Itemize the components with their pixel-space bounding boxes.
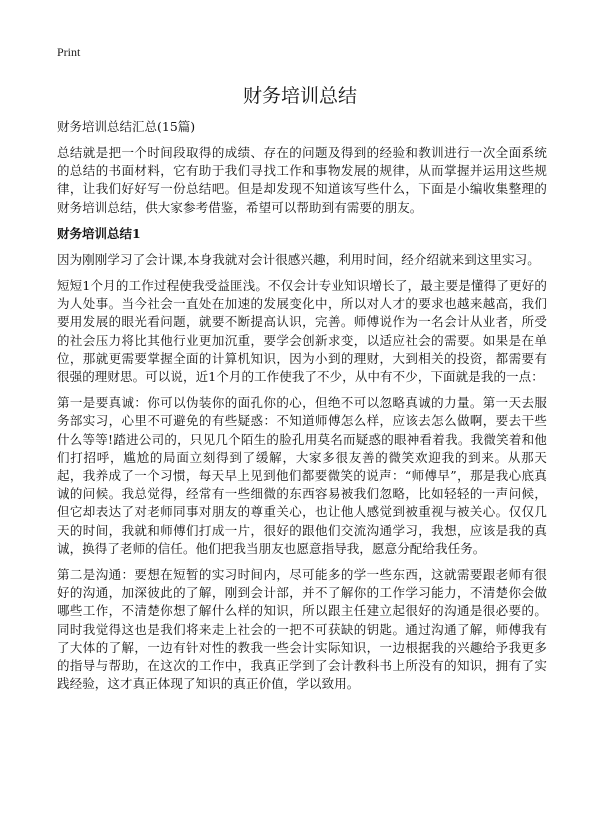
section-heading: 财务培训总结1 [57,225,141,241]
body-paragraph: 第一是要真诚：你可以伪装你的面孔你的心，但绝不可以忽略真诚的力量。第一天去服务部实习，心里不可避免的有些疑惑：不知道师傅怎么样，应该去怎么做啊，要去干些什么等等!踏进公司的，只见几个陌生的脸孔用莫名而疑惑的眼神看着我。我微笑着和他们打招呼，尴尬的局面立刻得到了缓解，大家多很友善的微笑欢迎我的到来。从那天起，我养成了一个习惯，每天早上见到他们都要微笑的说声：“师傅早”，那是我心底真诚的问候。我总觉得，经常有一些细微的东西容易被我们忽略，比如轻轻的一声问候，但它却表达了对老师同事对朋友的尊重关心，也让他人感觉到被重视与被关心。仅仅几天的时间，我就和师傅们打成一片，很好的跟他们交流沟通学习，我想，应该是我的真诚，换得了老师的信任。他们把我当朋友也愿意指导我，愿意分配给我任务。 [57,395,547,556]
body-paragraph: 第二是沟通：要想在短暂的实习时间内，尽可能多的学一些东西，这就需要跟老师有很好的沟通，加深彼此的了解，刚到会计部，并不了解你的工作学习能力，不清楚你会做哪些工作，不清楚你想了解什么样的知识，所以跟主任建立起很好的沟通是很必要的。同时我觉得这也是我们将来走上社会的一把不可获缺的钥匙。通过沟通了解，师傅我有了大体的了解，一边有针对性的教我一些会计实际知识，一边根据我的兴趣给予我更多的指导与帮助，在这次的工作中，我真正学到了会计教科书上所没有的知识，拥有了实践经验，这才真正体现了知识的真正价值，学以致用。 [57,567,547,692]
body-paragraph: 因为刚刚学习了会计课,本身我就对会计很感兴趣，利用时间，经介绍就来到这里实习。 [57,251,540,267]
document-body [57,119,547,701]
document-subtitle: 财务培训总结汇总(15篇) [57,119,196,134]
page-title: 财务培训总结 [242,85,357,107]
intro-paragraph: 总结就是把一个时间段取得的成绩、存在的问题及得到的经验和教训进行一次全面系统的总结的书面材料，它有助于我们寻找工作和事物发展的规律，从而掌握并运用这些规律，让我们好好写一份总结吧。但是却发现不知道该写些什么，下面是小编收集整理的财务培训总结，供大家参考借鉴，希望可以帮助到有需要的朋友。 [57,145,547,215]
body-paragraph: 短短1个月的工作过程使我受益匪浅。不仅会计专业知识增长了，最主要是懂得了更好的为人处事。当今社会一直处在加速的发展变化中，所以对人才的要求也越来越高，我们要用发展的眼光看问题，就要不断提高认识，完善。师傅说作为一名会计从业者，所受的社会压力将比其他行业更加沉重，要学会创新求变，以适应社会的需要。如果是在单位，那就更需要掌握全面的计算机知识，因为小到的理财，大到相关的投资，都需要有很强的理财思。可以说，近1个月的工作使我了不少，从中有不少，下面就是我的一点： [57,278,547,385]
print-link[interactable]: Print [57,45,81,59]
